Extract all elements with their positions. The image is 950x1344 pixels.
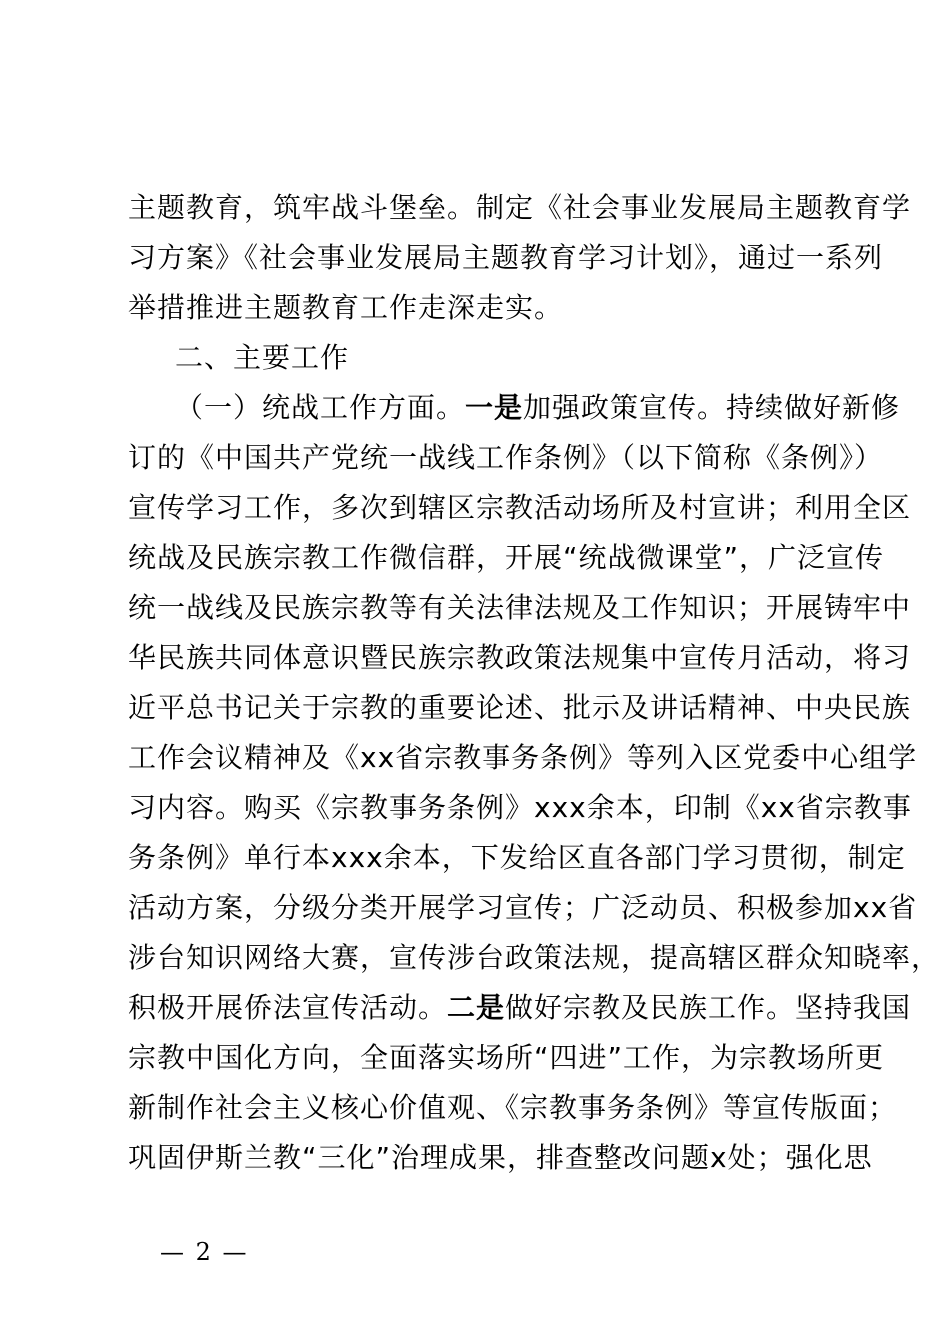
text-line	[128, 788, 912, 828]
text-segment: 积极开展侨法宣传活动。	[128, 991, 448, 1024]
text-line	[128, 538, 885, 578]
text-segment: 华民族共同体意识暨民族宗教政策法规集中宣传月活动，将习	[128, 641, 912, 674]
text-segment: （一）统战工作方面。	[175, 391, 466, 424]
text-line	[128, 638, 912, 678]
text-segment: 工作会议精神及《xx省宗教事务条例》等列入区党委中心组学	[128, 741, 918, 774]
text-segment: 宣传学习工作，多次到辖区宗教活动场所及村宣讲；利用全区	[128, 491, 912, 524]
text-segment: 加强政策宣传。持续做好新修	[523, 391, 901, 424]
text-line	[128, 988, 912, 1028]
text-line	[128, 238, 884, 278]
text-line	[128, 488, 912, 528]
text-line	[128, 688, 912, 728]
bold-text-segment: 一是	[465, 391, 524, 424]
text-segment: 做好宗教及民族工作。坚持我国	[505, 991, 912, 1024]
text-line	[128, 1088, 898, 1128]
text-segment: 近平总书记关于宗教的重要论述、批示及讲话精神、中央民族	[128, 691, 912, 724]
text-line	[175, 388, 915, 428]
page-number: — 2 —	[160, 1238, 249, 1266]
text-line	[128, 288, 868, 328]
bold-text-segment: 二是	[447, 991, 506, 1024]
text-segment: 主题教育，筑牢战斗堡垒。制定《社会事业发展局主题教育学	[128, 191, 912, 224]
text-segment: 二、主要工作	[175, 341, 350, 374]
text-segment: 习方案》《社会事业发展局主题教育学习计划》，通过一系列	[128, 241, 884, 274]
text-segment: 新制作社会主义核心价值观、《宗教事务条例》等宣传版面；	[128, 1091, 898, 1124]
text-segment: 举措推进主题教育工作走深走实。	[128, 291, 564, 324]
text-segment: 统战及民族宗教工作微信群，开展“统战微课堂”，广泛宣传	[128, 541, 885, 574]
text-line	[175, 338, 915, 378]
text-line	[128, 588, 912, 628]
text-line	[128, 188, 912, 228]
text-segment: 巩固伊斯兰教“三化”治理成果，排查整改问题x处；强化思	[128, 1141, 873, 1174]
text-line	[128, 1138, 873, 1178]
text-segment: 订的《中国共产党统一战线工作条例》（以下简称《条例》）	[128, 441, 884, 474]
text-line	[128, 438, 884, 478]
text-line	[128, 838, 906, 878]
text-segment: 宗教中国化方向，全面落实场所“四进”工作，为宗教场所更	[128, 1041, 885, 1074]
text-segment: 活动方案，分级分类开展学习宣传；广泛动员、积极参加xx省	[128, 891, 918, 924]
text-segment: 涉台知识网络大赛，宣传涉台政策法规，提高辖区群众知晓率，	[128, 941, 941, 974]
text-segment: 习内容。购买《宗教事务条例》xxx余本，印制《xx省宗教事	[128, 791, 912, 824]
text-segment: 务条例》单行本xxx余本，下发给区直各部门学习贯彻，制定	[128, 841, 906, 874]
text-segment: 统一战线及民族宗教等有关法律法规及工作知识；开展铸牢中	[128, 591, 912, 624]
text-line	[128, 938, 941, 978]
text-line	[128, 738, 918, 778]
text-line	[128, 888, 918, 928]
text-line	[128, 1038, 885, 1078]
